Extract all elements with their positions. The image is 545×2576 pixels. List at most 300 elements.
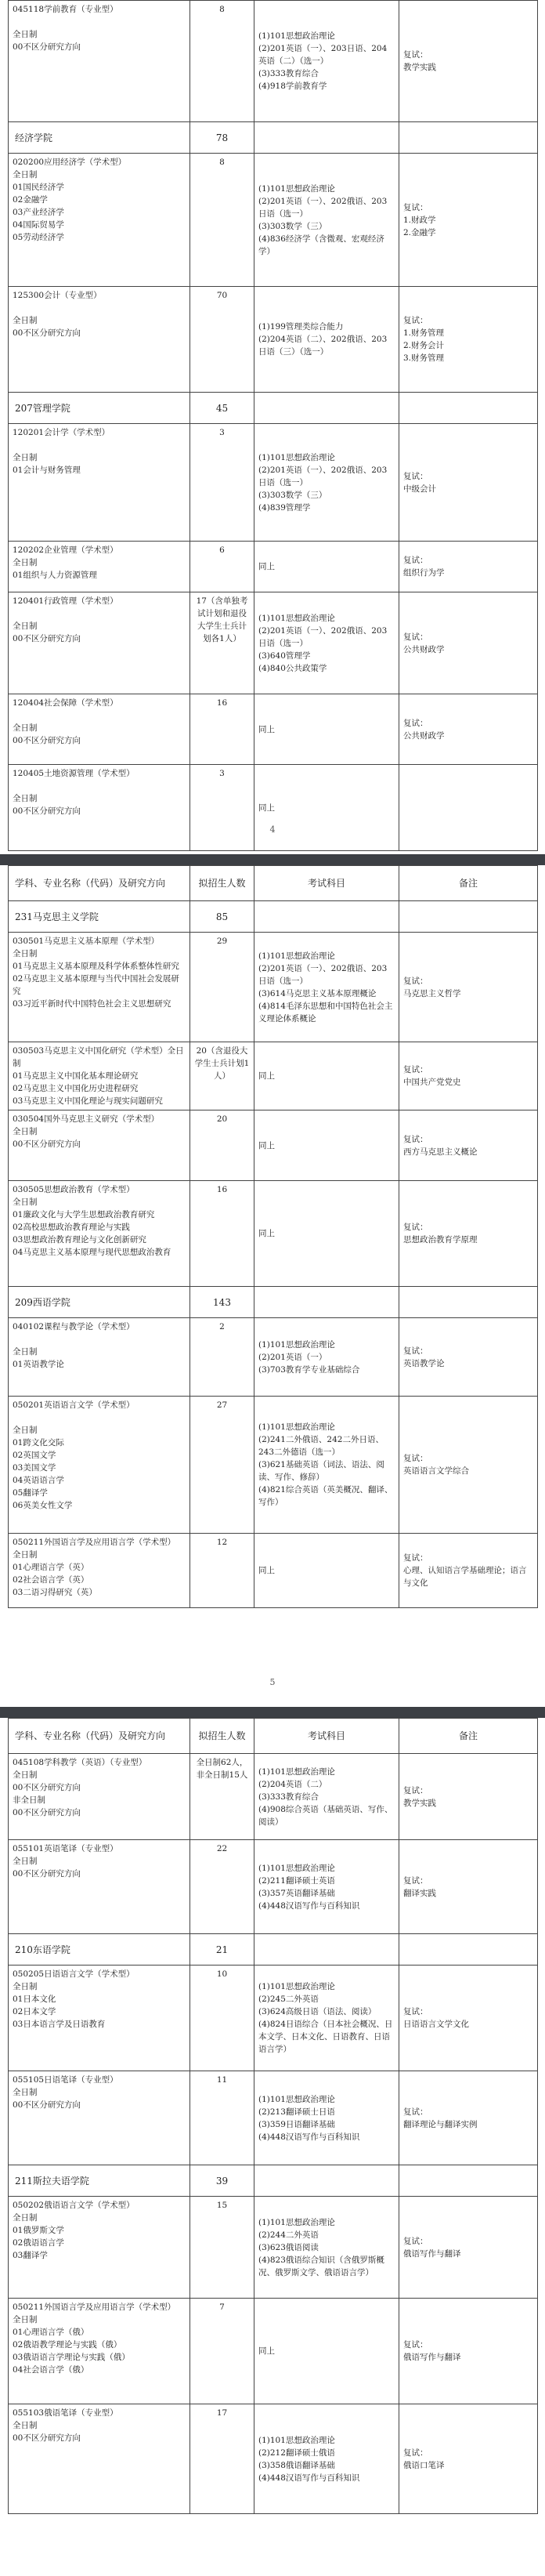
text-line: 03思想政治教育理论与文化创新研究 [13, 1235, 146, 1245]
enroll-count: 27 [190, 1397, 254, 1534]
exam-subjects [254, 933, 399, 1042]
text-line: 02俄语语言学 [13, 2238, 64, 2248]
text-line: 复试： [403, 2447, 428, 2458]
exam-subjects [254, 2071, 399, 2165]
enroll-count: 全日制62人，非全日制15人 [190, 1754, 254, 1840]
text-line: 01国民经济学 [13, 183, 64, 192]
text-line: (4)908综合英语（基础英语、写作、阅读） [258, 1804, 393, 1827]
text-line: 120201会计学（学术型） [13, 428, 110, 437]
program-cell [9, 2197, 190, 2299]
enroll-count: 8 [190, 1, 254, 122]
note-cell [399, 933, 538, 1042]
note-cell [399, 1754, 538, 1840]
text-line: (4)448汉语写作与百科知识 [258, 2132, 360, 2142]
text-line: 非全日制 [13, 1795, 45, 1805]
text-line: 同上 [258, 724, 275, 734]
text-line: 01日本文化 [13, 1994, 56, 2004]
text-line: 同上 [258, 1071, 275, 1081]
college-name: 经济学院 [9, 122, 190, 154]
program-cell [9, 933, 190, 1042]
text-line: 教学实践 [403, 63, 436, 72]
text-line: 复试： [403, 632, 428, 642]
program-row [9, 154, 538, 287]
program-cell [9, 1534, 190, 1608]
enroll-count: 17（含单独考试计划和退役大学生士兵计划各1人） [190, 592, 254, 694]
text-line: (4)448汉语写作与百科知识 [258, 2473, 360, 2483]
text-line: 全日制 [13, 1127, 38, 1136]
text-line: 全日制 [13, 558, 38, 567]
program-cell [9, 2071, 190, 2165]
program-row [9, 1754, 538, 1840]
exam-subjects [254, 1840, 399, 1934]
note-cell [399, 542, 538, 592]
text-line: (2)201英语（一） [258, 1352, 327, 1362]
exam-subjects [254, 694, 399, 765]
text-line: 120202企业管理（学术型） [13, 545, 118, 555]
program-cell [9, 1181, 190, 1287]
note-cell [399, 2299, 538, 2404]
text-line: 02社会语言学（英） [13, 1575, 89, 1585]
text-line [13, 16, 186, 28]
text-line: 同上 [258, 1140, 275, 1150]
text-line: (2)245二外英语 [258, 1994, 319, 2004]
text-line: 050211外国语言学及应用语言学（学术型） [13, 2302, 176, 2312]
text-line: (2)201英语（一）、202俄语、203日语（选一） [258, 963, 388, 986]
exam-subjects [254, 154, 399, 287]
text-line: 复试： [403, 1553, 428, 1563]
page-separator [0, 1707, 545, 1718]
text-line: 00不区分研究方向 [13, 1139, 81, 1149]
note-cell [399, 1534, 538, 1608]
program-row [9, 287, 538, 393]
text-line: 心理、认知语言学基础理论；语言与文化 [403, 1566, 527, 1588]
text-line: 全日制 [13, 1857, 38, 1866]
text-line: 01心理语言学（英） [13, 1563, 89, 1572]
text-line: (2)201英语（一）、202俄语、203日语（选一） [258, 465, 388, 487]
empty-cell [399, 901, 538, 933]
text-line: 00不区分研究方向 [13, 736, 81, 745]
program-row [9, 592, 538, 694]
program-cell [9, 287, 190, 393]
program-cell [9, 1840, 190, 1934]
text-line: 00不区分研究方向 [13, 2100, 81, 2110]
text-line: 全日制 [13, 1770, 38, 1780]
college-name: 210东语学院 [9, 1934, 190, 1966]
text-line: 00不区分研究方向 [13, 1783, 81, 1792]
empty-cell [254, 2165, 399, 2197]
text-line: 050205日语语言文学（学术型） [13, 1969, 135, 1979]
text-line: 055105日语笔译（专业型） [13, 2075, 118, 2085]
program-row [9, 2071, 538, 2165]
text-line: (1)101思想政治理论 [258, 2435, 335, 2445]
program-row [9, 1840, 538, 1934]
text-line: 00不区分研究方向 [13, 2433, 81, 2443]
admissions-table-page-3 [8, 1718, 538, 2514]
text-line: (1)101思想政治理论 [258, 1766, 335, 1777]
text-line: 01马克思主义基本原理及科学体系整体性研究 [13, 962, 179, 971]
text-line: 复试： [403, 2007, 428, 2016]
enroll-count: 3 [190, 765, 254, 851]
text-line: 中级会计 [403, 484, 436, 494]
text-line: (3)703教育学专业基础综合 [258, 1364, 360, 1375]
text-line: (1)199管理类综合能力 [258, 322, 344, 332]
text-line: 00不区分研究方向 [13, 328, 81, 338]
text-line: 全日制 [13, 453, 38, 462]
program-row [9, 1534, 538, 1608]
text-line: 全日制 [13, 2421, 38, 2430]
empty-cell [399, 393, 538, 424]
text-line: (2)201英语（一）、202俄语、203日语（选一） [258, 625, 388, 648]
text-line: 04社会语言学（俄） [13, 2365, 89, 2375]
text-line: 全日制 [13, 2213, 38, 2223]
exam-subjects [254, 424, 399, 542]
program-cell [9, 765, 190, 851]
text-line: 中国共产党党史 [403, 1078, 461, 1087]
text-line: 04英语语言学 [13, 1476, 64, 1485]
text-line: (2)212翻译硕士俄语 [258, 2447, 335, 2458]
program-row [9, 765, 538, 851]
college-row [9, 122, 538, 154]
text-line: 03习近平新时代中国特色社会主义思想研究 [13, 999, 171, 1009]
text-line: 同上 [258, 2346, 275, 2356]
text-line: 同上 [258, 562, 275, 571]
text-line: 04马克思主义基本原理与现代思想政治教育 [13, 1248, 171, 1257]
text-line: (4)824日语综合（日本社会概况、日本文学、日本文化、日语教育、日语语言学） [258, 2020, 393, 2054]
exam-subjects [254, 2299, 399, 2404]
exam-subjects [254, 1318, 399, 1397]
text-line: 复试： [403, 718, 428, 728]
enroll-count: 6 [190, 542, 254, 592]
text-line: 040102课程与教学论（学术型） [13, 1322, 135, 1331]
exam-subjects [254, 1966, 399, 2071]
empty-cell [254, 901, 399, 933]
text-line: 组织行为学 [403, 568, 445, 578]
admissions-table-page-2 [8, 865, 538, 1608]
text-line: (2)241二外俄语、242二外日语、243二外德语（选一） [258, 1435, 384, 1457]
text-line: 01英语教学论 [13, 1360, 64, 1369]
text-line: 030504国外马克思主义研究（学术型） [13, 1114, 160, 1124]
note-cell [399, 2071, 538, 2165]
text-line: (2)201英语（一）、203日语、204英语（二）（选一） [258, 44, 388, 66]
text-line: 全日制 [13, 949, 38, 958]
empty-cell [399, 1287, 538, 1318]
program-row [9, 542, 538, 592]
text-line: (1)101思想政治理论 [258, 951, 335, 961]
enroll-count: 2 [190, 1318, 254, 1397]
text-line: 050211外国语言学及应用语言学（学术型） [13, 1538, 176, 1547]
text-line: (1)101思想政治理论 [258, 1982, 335, 1991]
text-line: (1)101思想政治理论 [258, 2217, 335, 2227]
enroll-count: 20 [190, 1110, 254, 1181]
text-line: 复试： [403, 1875, 428, 1886]
exam-subjects [254, 287, 399, 393]
text-line: 日语语言文学文化 [403, 2020, 469, 2029]
enroll-count: 22 [190, 1840, 254, 1934]
text-line: 00不区分研究方向 [13, 1808, 81, 1817]
program-row [9, 1318, 538, 1397]
text-line: 全日制 [13, 30, 38, 39]
note-cell [399, 2197, 538, 2299]
text-line: (3)623俄语阅读 [258, 2242, 319, 2252]
note-cell [399, 287, 538, 393]
enroll-count: 12 [190, 1534, 254, 1608]
text-line: 全日制 [13, 316, 38, 325]
text-line: 00不区分研究方向 [13, 634, 81, 643]
text-line: (3)333教育综合 [258, 1792, 319, 1802]
program-row [9, 2299, 538, 2404]
program-cell [9, 1042, 190, 1110]
program-cell [9, 1110, 190, 1181]
text-line: 02日本文学 [13, 2007, 56, 2016]
text-line: 复试： [403, 202, 428, 212]
text-line: 020200应用经济学（学术型） [13, 158, 127, 167]
text-line: 同上 [258, 1566, 275, 1575]
note-cell [399, 2404, 538, 2514]
note-cell [399, 424, 538, 542]
note-cell [399, 154, 538, 287]
text-line: (3)357英语翻译基础 [258, 1888, 335, 1898]
text-line: 02金融学 [13, 195, 48, 205]
program-row [9, 694, 538, 765]
text-line: 复试： [403, 1454, 428, 1463]
text-line: 00不区分研究方向 [13, 42, 81, 52]
text-line: 全日制 [13, 1550, 38, 1560]
text-line: (3)303数学（三） [258, 221, 327, 231]
text-line: 125300会计（专业型） [13, 291, 102, 300]
text-line [13, 1411, 186, 1424]
note-cell [399, 1110, 538, 1181]
program-cell [9, 542, 190, 592]
enroll-count: 11 [190, 2071, 254, 2165]
text-line: 03马克思主义中国化理论与现实问题研究 [13, 1096, 163, 1106]
note-cell [399, 1181, 538, 1287]
text-line: 03二语习得研究（英） [13, 1588, 97, 1597]
text-line: 05翻译学 [13, 1488, 48, 1498]
text-line: (1)101思想政治理论 [258, 452, 335, 462]
text-line: (2)211翻译硕士英语 [258, 1875, 335, 1886]
text-line: (3)303数学（三） [258, 490, 327, 500]
text-line: (4)821综合英语（英美概况、翻译、写作） [258, 1485, 393, 1507]
text-line: 01廉政文化与大学生思想政治教育研究 [13, 1210, 155, 1219]
text-line: (4)840公共政策学 [258, 663, 327, 673]
exam-subjects [254, 1110, 399, 1181]
text-line: 全日制 [13, 2088, 38, 2097]
text-line [13, 709, 186, 722]
enroll-count: 20（含退役大学生士兵计划1人） [190, 1042, 254, 1110]
text-line: 翻译实践 [403, 1888, 436, 1898]
text-line: 01心理语言学（俄） [13, 2328, 89, 2337]
text-line: (1)101思想政治理论 [258, 1339, 335, 1350]
exam-subjects [254, 1, 399, 122]
college-name: 231马克思主义学院 [9, 901, 190, 933]
text-line: 00不区分研究方向 [13, 1869, 81, 1879]
text-line: 复试： [403, 2107, 428, 2117]
text-line: 英语教学论 [403, 1358, 445, 1368]
note-cell [399, 1318, 538, 1397]
text-line: 05劳动经济学 [13, 233, 64, 242]
text-line: (4)836经济学（含微观、宏观经济学） [258, 234, 384, 256]
text-line: 复试： [403, 2340, 428, 2350]
program-row [9, 1, 538, 122]
text-line: 03产业经济学 [13, 208, 64, 217]
text-line: 俄语写作与翻译 [403, 2248, 461, 2259]
text-line: 俄语口笔译 [403, 2460, 445, 2470]
text-line: 全日制 [13, 1426, 38, 1435]
enroll-count: 7 [190, 2299, 254, 2404]
header-note: 备注 [399, 866, 538, 901]
college-count: 45 [190, 393, 254, 424]
exam-subjects [254, 2404, 399, 2514]
program-cell [9, 1318, 190, 1397]
text-line: (2)244二外英语 [258, 2230, 319, 2240]
text-line: (1)101思想政治理论 [258, 2094, 335, 2104]
text-line: 02高校思想政治教育理论与实践 [13, 1223, 130, 1232]
text-line [13, 439, 186, 451]
text-line: 思想政治教育学原理 [403, 1235, 478, 1245]
text-line: (3)359日语翻译基础 [258, 2119, 335, 2129]
college-name: 209西语学院 [9, 1287, 190, 1318]
enroll-count: 15 [190, 2197, 254, 2299]
college-row [9, 2165, 538, 2197]
text-line: 复试： [403, 471, 428, 481]
text-line: (1)101思想政治理论 [258, 183, 335, 194]
text-line: (4)839管理学 [258, 502, 311, 513]
header-note: 备注 [399, 1719, 538, 1754]
exam-subjects [254, 1754, 399, 1840]
college-row [9, 901, 538, 933]
header-enroll: 拟招生人数 [190, 1719, 254, 1754]
program-row [9, 1181, 538, 1287]
enroll-count: 70 [190, 287, 254, 393]
text-line: 06英美女性文学 [13, 1501, 73, 1510]
note-cell [399, 1397, 538, 1534]
college-count: 39 [190, 2165, 254, 2197]
text-line: 03日本语言学及日语教育 [13, 2020, 106, 2029]
text-line: 复试： [403, 316, 428, 325]
program-cell [9, 2404, 190, 2514]
text-line: 045108学科教学（英语）（专业型） [13, 1758, 147, 1767]
page-1 [8, 0, 537, 839]
text-line: 03美国文学 [13, 1463, 56, 1473]
text-line: 01跨文化交际 [13, 1438, 64, 1447]
text-line: (3)640管理学 [258, 650, 311, 661]
note-cell [399, 1042, 538, 1110]
text-line [13, 302, 186, 314]
text-line: (1)101思想政治理论 [258, 1863, 335, 1873]
text-line: 复试： [403, 976, 428, 986]
page-separator [0, 854, 545, 865]
college-name: 207管理学院 [9, 393, 190, 424]
text-line: 02英国文学 [13, 1451, 56, 1460]
program-row [9, 1966, 538, 2071]
exam-subjects [254, 592, 399, 694]
program-cell [9, 424, 190, 542]
empty-cell [254, 1934, 399, 1966]
text-line: 01组织与人力资源管理 [13, 571, 97, 580]
empty-cell [399, 1934, 538, 1966]
text-line: 复试： [403, 556, 428, 565]
text-line: 全日制 [13, 723, 38, 733]
text-line: 同上 [258, 1229, 275, 1238]
program-cell [9, 1397, 190, 1534]
text-line: 教学实践 [403, 1798, 436, 1808]
text-line: 01马克思主义中国化基本理论研究 [13, 1071, 139, 1081]
note-cell [399, 592, 538, 694]
text-line: 全日制 [13, 1982, 38, 1991]
page-2 [8, 865, 537, 1705]
text-line: 02俄语教学理论与实践（俄） [13, 2340, 122, 2350]
text-line: (3)614马克思主义基本原理概论 [258, 988, 377, 998]
program-row [9, 2404, 538, 2514]
note-cell [399, 1840, 538, 1934]
text-line: 2.金融学 [403, 227, 436, 237]
header-program: 学科、专业名称（代码）及研究方向 [9, 1719, 190, 1754]
text-line: (2)204英语（二） [258, 1779, 327, 1789]
college-row [9, 1287, 538, 1318]
text-line: 2.财务会计 [403, 341, 445, 350]
text-line: 050202俄语语言文学（学术型） [13, 2201, 135, 2210]
enroll-count: 16 [190, 1181, 254, 1287]
text-line: (1)101思想政治理论 [258, 1422, 335, 1432]
enroll-count: 10 [190, 1966, 254, 2071]
text-line: 04国际贸易学 [13, 220, 64, 230]
exam-subjects [254, 2197, 399, 2299]
text-line: 045118学前教育（专业型） [13, 5, 118, 14]
page-number: 4 [269, 824, 276, 835]
text-line [13, 780, 186, 792]
header-exam: 考试科目 [254, 1719, 399, 1754]
empty-cell [399, 2165, 538, 2197]
exam-subjects [254, 765, 399, 851]
empty-cell [254, 1287, 399, 1318]
text-line: 全日制 [13, 621, 38, 631]
text-line [13, 1333, 186, 1346]
admissions-table-page-1 [8, 0, 538, 851]
text-line: 翻译理论与翻译实例 [403, 2119, 478, 2129]
empty-cell [254, 122, 399, 154]
college-count: 21 [190, 1934, 254, 1966]
text-line: 全日制 [13, 2315, 38, 2324]
text-line: (3)621基础英语（词法、语法、阅读、写作、修辞） [258, 1460, 384, 1482]
text-line: 复试： [403, 1065, 428, 1074]
text-line: 120404社会保障（学术型） [13, 698, 118, 708]
text-line: (2)204英语（二）、202俄语、203日语（三）（选一） [258, 335, 388, 357]
text-line: (3)624高级日语（语法、阅读） [258, 2007, 377, 2016]
text-line: 公共财政学 [403, 730, 445, 741]
text-line: 01会计与财务管理 [13, 466, 81, 475]
program-row [9, 1110, 538, 1181]
header-exam: 考试科目 [254, 866, 399, 901]
text-line: 同上 [258, 803, 275, 813]
text-line: (4)918学前教育学 [258, 82, 327, 91]
text-line: 02马克思主义中国化历史进程研究 [13, 1084, 139, 1093]
note-cell [399, 1966, 538, 2071]
text-line: 复试： [403, 1346, 428, 1356]
header-enroll: 拟招生人数 [190, 866, 254, 901]
text-line: (3)333教育综合 [258, 69, 319, 78]
enroll-count: 3 [190, 424, 254, 542]
exam-subjects [254, 1534, 399, 1608]
program-cell [9, 592, 190, 694]
text-line: 马克思主义哲学 [403, 988, 461, 998]
page-3 [8, 1718, 537, 2576]
text-line: 俄语写作与翻译 [403, 2353, 461, 2362]
college-count: 85 [190, 901, 254, 933]
text-line: 055101英语笔译（专业型） [13, 1844, 118, 1853]
text-line: (3)358俄语翻译基础 [258, 2460, 335, 2470]
text-line: 00不区分研究方向 [13, 806, 81, 816]
text-line: 02马克思主义基本原理与当代中国社会发展研究 [13, 974, 179, 996]
